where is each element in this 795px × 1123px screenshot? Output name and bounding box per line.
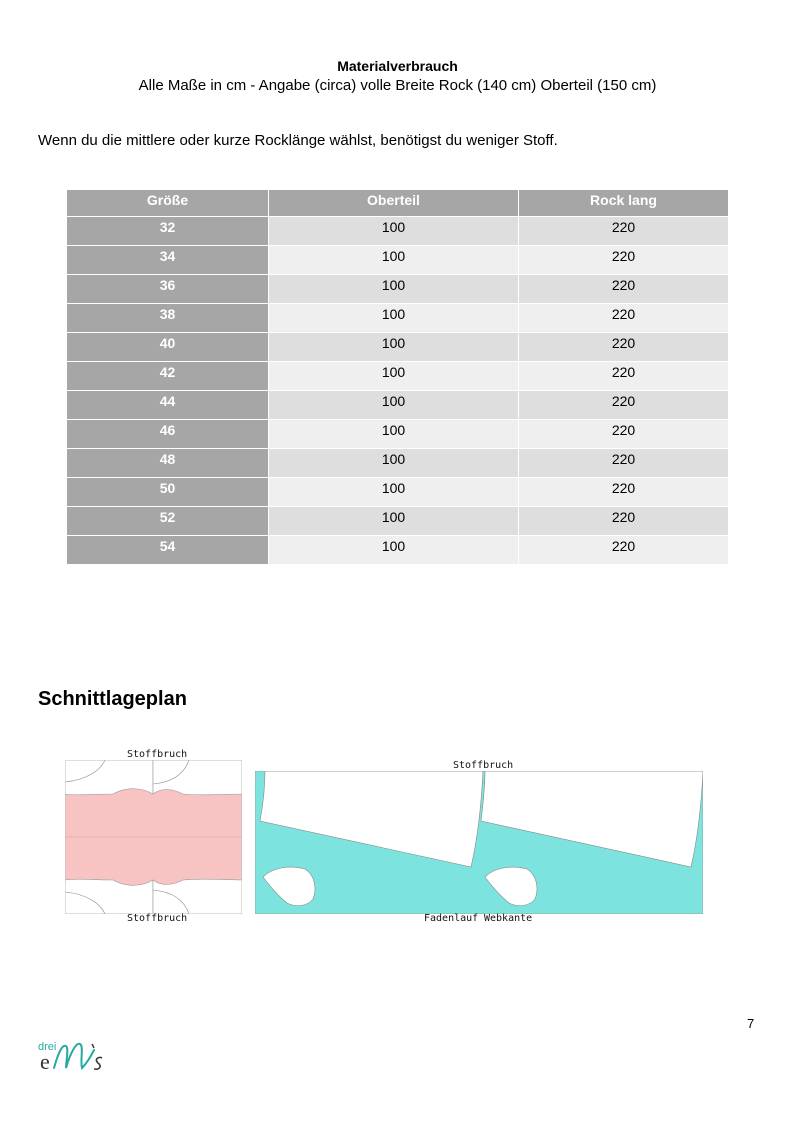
size-cell: 54 (67, 536, 269, 565)
oberteil-cell: 100 (269, 275, 519, 304)
oberteil-cell: 100 (269, 478, 519, 507)
table-row (67, 449, 729, 478)
page-number: 7 (747, 1016, 755, 1031)
size-cell: 44 (67, 391, 269, 420)
rock-cell: 220 (519, 449, 729, 478)
brand-logo (36, 1036, 108, 1076)
rock-cell: 220 (519, 246, 729, 275)
rock-cell: 220 (519, 333, 729, 362)
table-row (67, 507, 729, 536)
right-layout-diagram (255, 771, 703, 914)
grainline-label: Fadenlauf (424, 913, 479, 924)
rock-cell: 220 (519, 275, 729, 304)
table-row (67, 246, 729, 275)
logo-main-text: e (40, 1049, 50, 1074)
size-cell: 34 (67, 246, 269, 275)
oberteil-cell: 100 (269, 420, 519, 449)
table-row (67, 304, 729, 333)
oberteil-cell: 100 (269, 362, 519, 391)
size-cell: 36 (67, 275, 269, 304)
size-cell: 48 (67, 449, 269, 478)
size-cell: 42 (67, 362, 269, 391)
page-title: Materialverbrauch (337, 58, 458, 74)
table-row (67, 391, 729, 420)
oberteil-cell: 100 (269, 507, 519, 536)
size-cell: 38 (67, 304, 269, 333)
left-top-fold-label: Stoffbruch (127, 749, 188, 760)
table-row (67, 536, 729, 565)
table-row (67, 217, 729, 246)
table-header-row (67, 190, 729, 217)
left-bottom-fold-label: Stoffbruch (127, 913, 188, 924)
selvage-label: Webkante (484, 913, 533, 924)
rock-cell: 220 (519, 478, 729, 507)
oberteil-cell: 100 (269, 217, 519, 246)
section-title: Schnittlageplan (38, 688, 187, 710)
oberteil-cell: 100 (269, 536, 519, 565)
column-header-rock: Rock lang (519, 190, 729, 217)
size-cell: 46 (67, 420, 269, 449)
oberteil-cell: 100 (269, 449, 519, 478)
left-layout-diagram (65, 760, 242, 914)
oberteil-cell: 100 (269, 391, 519, 420)
intro-text: Wenn du die mittlere oder kurze Rocklänge wählst, benötigst du weniger Stoff. (38, 132, 558, 149)
size-cell: 32 (67, 217, 269, 246)
table-row (67, 420, 729, 449)
rock-cell: 220 (519, 391, 729, 420)
table-row (67, 333, 729, 362)
right-top-fold-label: Stoffbruch (453, 760, 514, 771)
size-cell: 40 (67, 333, 269, 362)
rock-cell: 220 (519, 536, 729, 565)
oberteil-cell: 100 (269, 304, 519, 333)
rock-cell: 220 (519, 507, 729, 536)
rock-cell: 220 (519, 362, 729, 391)
rock-cell: 220 (519, 217, 729, 246)
table-row (67, 362, 729, 391)
size-cell: 50 (67, 478, 269, 507)
oberteil-cell: 100 (269, 246, 519, 275)
table-row (67, 478, 729, 507)
material-table (66, 189, 729, 565)
rock-cell: 220 (519, 420, 729, 449)
rock-cell: 220 (519, 304, 729, 333)
logo-small-text: drei (38, 1041, 57, 1053)
column-header-size: Größe (67, 190, 269, 217)
oberteil-cell: 100 (269, 333, 519, 362)
table-row (67, 275, 729, 304)
size-cell: 52 (67, 507, 269, 536)
column-header-oberteil: Oberteil (269, 190, 519, 217)
page-subtitle: Alle Maße in cm - Angabe (circa) volle Breite Rock (140 cm) Oberteil (150 cm) (138, 77, 657, 94)
